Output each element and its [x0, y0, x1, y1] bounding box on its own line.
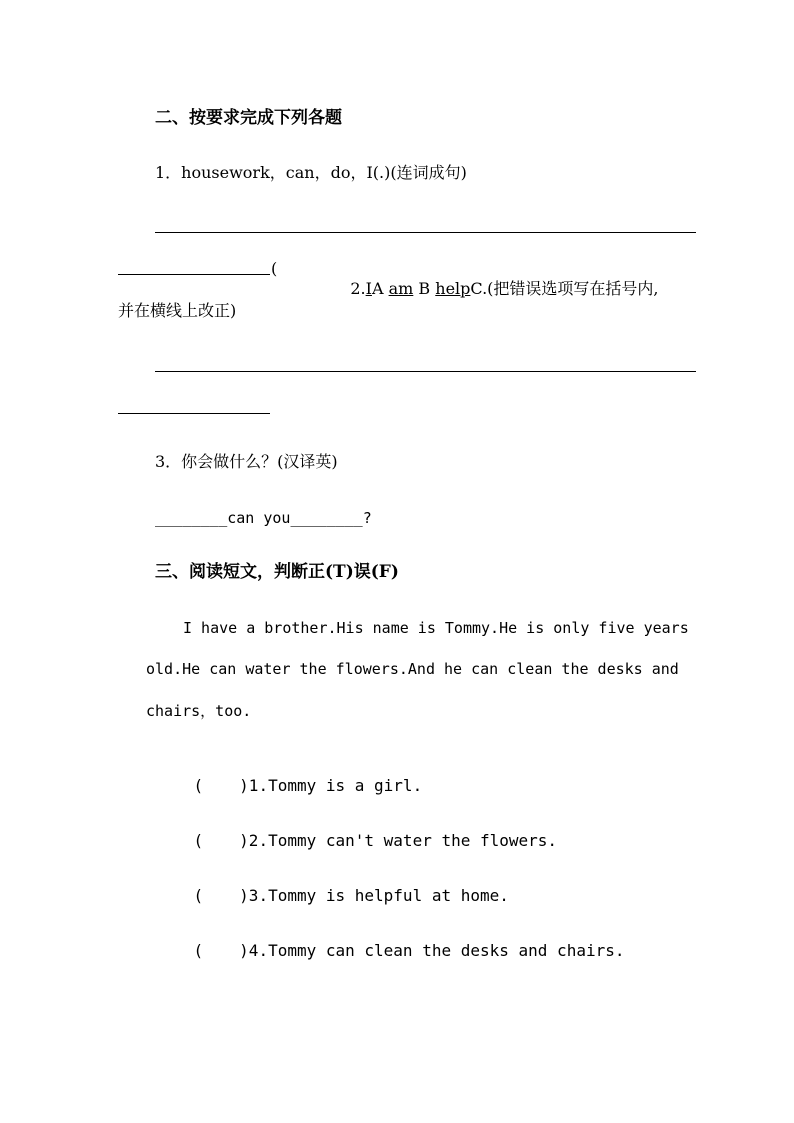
judgement-item-1 — [155, 756, 422, 816]
question-2-answer-blank-continued[interactable] — [118, 413, 270, 414]
question-2-answer-blank[interactable] — [155, 371, 696, 372]
question-2-stem — [330, 259, 659, 319]
question-3-answer-line[interactable]: ________can you________? — [155, 509, 372, 527]
judgement-text-1: )1.Tommy is a girl. — [239, 776, 423, 795]
question-1-label: 1．housework，can，do，I(.)(连词成句) — [155, 163, 467, 182]
answer-paren-2[interactable]: ( — [193, 831, 204, 850]
judgement-item-3 — [155, 866, 509, 926]
question-2-instruction-continued: 并在横线上改正) — [118, 301, 237, 320]
section-3-heading: 三、阅读短文，判断正(T)误(F) — [155, 562, 399, 582]
option-b-word: am — [388, 279, 414, 298]
answer-paren-4[interactable]: ( — [193, 941, 204, 960]
option-c-marker: C. — [470, 279, 488, 298]
question-3-label: 3．你会做什么？(汉译英) — [155, 452, 338, 471]
option-a-word: I — [365, 279, 372, 298]
option-a-marker: A — [371, 279, 384, 298]
answer-paren-3[interactable]: ( — [193, 886, 204, 905]
judgement-text-4: )4.Tommy can clean the desks and chairs. — [239, 941, 625, 960]
passage-line-1: I have a brother.His name is Tommy.He is only five years — [183, 619, 689, 637]
judgement-text-3: )3.Tommy is helpful at home. — [239, 886, 509, 905]
question-2-number: 2. — [350, 279, 366, 298]
question-1-answer-blank[interactable] — [155, 232, 696, 233]
passage-line-3: chairs，too. — [146, 702, 252, 720]
option-c-word: help — [435, 279, 471, 298]
judgement-text-2: )2.Tommy can't water the flowers. — [239, 831, 558, 850]
option-b-marker: B — [418, 279, 431, 298]
answer-paren-1[interactable]: ( — [193, 776, 204, 795]
judgement-item-4 — [155, 921, 624, 981]
question-2-instruction: (把错误选项写在括号内, — [487, 279, 659, 298]
passage-line-2: old.He can water the flowers.And he can clean the desks and — [146, 660, 679, 678]
section-2-heading: 二、按要求完成下列各题 — [155, 108, 342, 128]
question-2-open-paren: ( — [271, 259, 278, 278]
question-1-answer-blank-continued[interactable] — [118, 274, 270, 275]
judgement-item-2 — [155, 811, 557, 871]
